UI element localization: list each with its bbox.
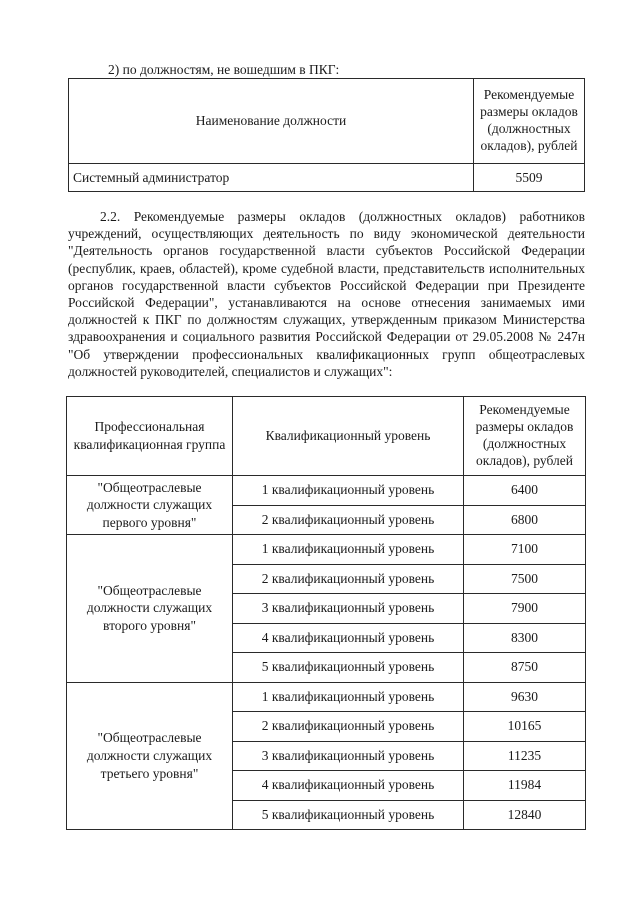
table-header-row bbox=[67, 397, 586, 476]
paragraph-text: 2.2. Рекомендуемые размеры окладов (должностных окладов) работников учреждений, осуществляющих деятельность по виду экономической деятельности "Деятельность органов государственной власти субъектов Российской Федерации (республик, краев, областей), кроме судебной власти, представительств исполнительных органов государственной власти субъектов Российской Федерации при Президенте Российской Федерации", устанавливаются на основе отнесения занимаемых ими должностей к ПКГ по должностям служащих, утвержденным приказом Министерства здравоохранения и социального развития Российской Федерации от 29.05.2008 № 247н "Об утверждении профессиональных квалификационных групп общеотраслевых должностей руководителей, специалистов и служащих": bbox=[68, 209, 585, 379]
qualification-groups-table bbox=[66, 396, 586, 830]
level-cell: 4 квалификационный уровень bbox=[233, 771, 464, 801]
level-cell: 5 квалификационный уровень bbox=[233, 800, 464, 830]
table-header-row bbox=[69, 79, 585, 164]
salary-cell: 11984 bbox=[464, 771, 586, 801]
column-header-salary: Рекомендуемые размеры окладов (должностных окладов), рублей bbox=[474, 79, 585, 164]
level-cell: 3 квалификационный уровень bbox=[233, 594, 464, 624]
level-cell: 1 квалификационный уровень bbox=[233, 682, 464, 712]
intro-line: 2) по должностям, не вошедшим в ПКГ: bbox=[108, 62, 340, 77]
salary-cell: 9630 bbox=[464, 682, 586, 712]
level-cell: 2 квалификационный уровень bbox=[233, 564, 464, 594]
position-name: Системный администратор bbox=[69, 164, 474, 192]
position-salary: 5509 bbox=[474, 164, 585, 192]
salary-cell: 7900 bbox=[464, 594, 586, 624]
column-header-level: Квалификационный уровень bbox=[233, 397, 464, 476]
column-header-group: Профессиональная квалификационная группа bbox=[67, 397, 233, 476]
salary-cell: 6800 bbox=[464, 505, 586, 535]
level-cell: 2 квалификационный уровень bbox=[233, 712, 464, 742]
level-cell: 5 квалификационный уровень bbox=[233, 653, 464, 683]
table-row bbox=[67, 535, 586, 565]
table-row bbox=[67, 476, 586, 506]
salary-cell: 12840 bbox=[464, 800, 586, 830]
salary-cell: 7500 bbox=[464, 564, 586, 594]
level-cell: 4 квалификационный уровень bbox=[233, 623, 464, 653]
salary-cell: 10165 bbox=[464, 712, 586, 742]
level-cell: 1 квалификационный уровень bbox=[233, 535, 464, 565]
salary-cell: 8750 bbox=[464, 653, 586, 683]
group-name: "Общеотраслевые должности служащих первого уровня" bbox=[67, 476, 233, 535]
level-cell: 1 квалификационный уровень bbox=[233, 476, 464, 506]
salary-cell: 6400 bbox=[464, 476, 586, 506]
column-header-position: Наименование должности bbox=[69, 79, 474, 164]
column-header-salary: Рекомендуемые размеры окладов (должностных окладов), рублей bbox=[464, 397, 586, 476]
level-cell: 2 квалификационный уровень bbox=[233, 505, 464, 535]
salary-cell: 8300 bbox=[464, 623, 586, 653]
body-paragraph bbox=[68, 208, 585, 380]
table-row bbox=[67, 682, 586, 712]
positions-table bbox=[68, 78, 585, 192]
salary-cell: 11235 bbox=[464, 741, 586, 771]
salary-cell: 7100 bbox=[464, 535, 586, 565]
group-name: "Общеотраслевые должности служащих второго уровня" bbox=[67, 535, 233, 683]
group-name: "Общеотраслевые должности служащих третьего уровня" bbox=[67, 682, 233, 830]
table-row bbox=[69, 164, 585, 192]
level-cell: 3 квалификационный уровень bbox=[233, 741, 464, 771]
